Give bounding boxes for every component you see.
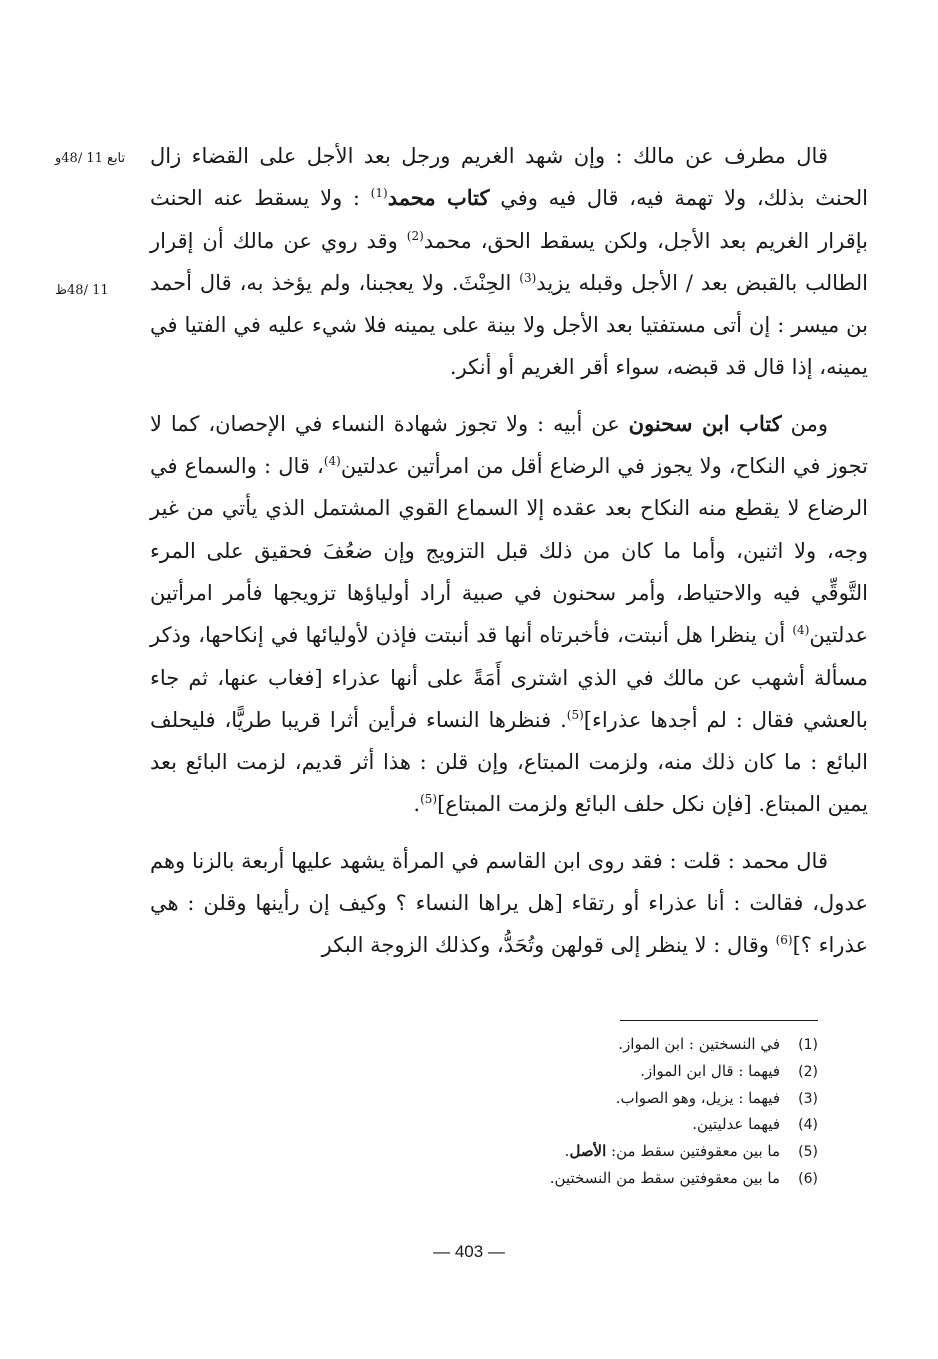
footnote-separator <box>620 1020 818 1021</box>
paragraph-2-text-a: ومن <box>781 411 828 436</box>
footnote-ref-5b: (5) <box>420 792 438 807</box>
margin-note-folio-2: 11 /48ظ <box>55 283 109 298</box>
bold-term-kitab-muhammad: كتاب محمد <box>387 185 490 211</box>
footnote-text: في النسختين : ابن المواز. <box>618 1035 780 1053</box>
footnote-ref-6: (6) <box>775 933 793 948</box>
paragraph-3-text-c: وقال : لا ينظر إلى قولهن وتُحَدُّ، وكذلك الزوجة البكر <box>321 933 776 958</box>
footnote-item <box>318 1059 818 1086</box>
page-number: — 403 — <box>433 1242 505 1261</box>
footnotes <box>318 1032 818 1193</box>
footnote-item <box>318 1086 818 1113</box>
footnote-number: (5) <box>798 1144 818 1161</box>
paragraph-1-text-a: قال مطرف عن مالك : وإن شهد الغريم ورجل بعد الأجل على القضاء زال الحنث بذلك، ولا تهمة فيه، قال فيه وفي <box>150 144 869 211</box>
footnote-number: (2) <box>798 1063 818 1080</box>
footnote-item <box>318 1032 818 1059</box>
footnote-item <box>318 1139 818 1166</box>
paragraph-2-text-c: عن أبيه : ولا تجوز شهادة النساء في الإحصان، كما لا تجوز في النكاح، ولا يجوز في الرضاع أقل من امرأتين عدلتين <box>150 411 868 479</box>
footnote-item <box>318 1166 818 1193</box>
footnote-ref-4b: (4) <box>792 623 810 638</box>
footnote-ref-3: (3) <box>519 270 537 285</box>
paragraph-2-text-i: . فنظرها النساء فرأين أثرا قريبا طريًّا، فليحلف البائع : ما كان ذلك منه، ولزمت المبتاع، وإن قلن : هذا أثر قديم، لزمت البائع بعد يمين المبتاع. [فإن نكل حلف البائع ولزمت المبتاع] <box>150 707 868 817</box>
paragraph-2-text-e: ، قال : والسماع في الرضاع لا يقطع منه النكاح بعد عقده إلا السماع القوي المشتمل الذي يأتي من غير وجه، ولا اثنين، وأما ما كان من ذلك قبل التزويج وإن ضعُفَ فحقيق على المرء التَّوقِّي فيه والاحتياط، وأمر سحنون في صبية أراد أولياؤها تزويجها فأمر امرأتين عدلتين <box>150 454 868 648</box>
footnote-number: (6) <box>798 1170 818 1187</box>
footnote-text: ما بين معقوفتين سقط من النسختين. <box>549 1168 780 1187</box>
footnote-text: فيهما عدليتين. <box>692 1115 780 1134</box>
footnote-ref-1: (1) <box>370 186 388 201</box>
footnote-number: (4) <box>798 1117 818 1134</box>
footnote-item <box>318 1112 818 1139</box>
margin-note-folio-1: تابع 11 /48و <box>55 151 126 166</box>
paragraph-2-text-k: . <box>413 792 421 817</box>
footnote-number: (1) <box>798 1037 818 1053</box>
paragraph-1-text-f: وقد روي عن مالك أن إقرار الطالب بالقبض بعد / الأجل وقبله يزيد <box>150 228 868 295</box>
footnote-text: فيهما : يزيل، وهو الصواب. <box>615 1088 780 1107</box>
paragraph-2 <box>150 403 868 826</box>
footnote-text-part: ما بين معقوفتين سقط من: <box>606 1142 780 1161</box>
paragraph-3 <box>150 840 868 967</box>
footnote-text <box>565 1139 780 1165</box>
paragraph-1-text-d: : ولا يسقط عنه الحنث بإقرار الغريم بعد الأجل، ولكن يسقط الحق، محمد <box>150 186 868 253</box>
footnote-text: فيهما : قال ابن المواز. <box>640 1061 780 1080</box>
footnote-ref-5a: (5) <box>566 707 584 722</box>
bold-term-kitab-ibn-sahnun: كتاب ابن سحنون <box>628 410 782 436</box>
paragraph-1 <box>150 135 868 389</box>
footnote-bold-term: الأصل <box>569 1142 607 1161</box>
paragraph-3-text-a: قال محمد : قلت : فقد روى ابن القاسم في المرأة يشهد عليها أربعة بالزنا وهم عدول، فقالت : أنا عذراء أو رتقاء [هل يراها النساء ؟ وكيف إن رأينها وقلن : هي عذراء ؟] <box>150 848 868 958</box>
main-text <box>150 135 868 967</box>
footnote-ref-4a: (4) <box>323 454 341 469</box>
footnote-text-end: . <box>564 1142 570 1161</box>
footnote-ref-2: (2) <box>406 228 424 243</box>
paragraph-1-text-h: الحِنْثَ. ولا يعجبنا، ولم يؤخذ به، قال أحمد بن ميسر : إن أتى مستفتيا بعد الأجل ولا بينة على يمينه فلا شيء عليه في الفتيا في يمينه، إذا قال قد قبضه، سواء أقر الغريم أو أنكر. <box>150 270 868 380</box>
footnote-number: (3) <box>798 1090 818 1107</box>
paragraph-2-text-g: أن ينظرا هل أنبتت، فأخبرتاه أنها قد أنبتت فإذن لأوليائها في إنكاحها، وذكر مسألة أشهب عن مالك في الذي اشترى أَمَةً على أنها عذراء [فغاب عنها، ثم جاء بالعشي فقال : لم أجدها عذراء] <box>150 623 869 732</box>
